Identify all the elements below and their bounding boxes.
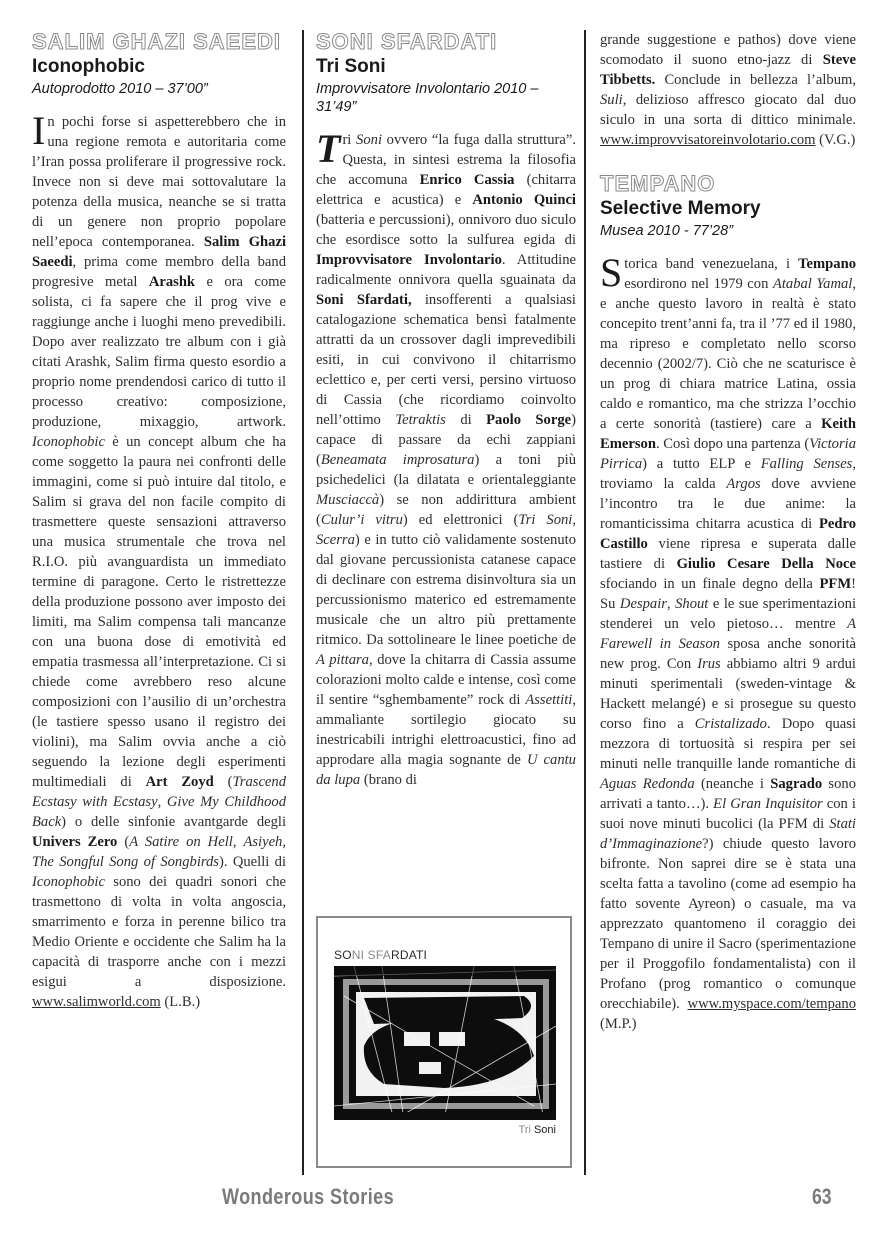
website-link[interactable]: www.salimworld.com — [32, 994, 161, 1010]
review-author: (V.G.) — [819, 132, 856, 148]
cover-artwork-graphic — [334, 966, 556, 1120]
review-soni-sfardati — [316, 30, 576, 790]
website-link[interactable]: www.improvvisatoreinvolotario.com — [600, 132, 816, 148]
band-name: SALIM GHAZI SAEEDI — [32, 29, 282, 54]
album-title: Selective Memory — [600, 198, 761, 219]
review-body — [32, 108, 287, 1012]
cover-album-name: Tri Soni — [518, 1124, 556, 1136]
drop-cap: I — [32, 108, 46, 153]
review-text: n pochi forse si aspetterebbero che in una regione remota e autoritaria come l’Iran possa proliferare il progressive rock. Invece non si deve mai sottovalutare la potenza della musica, neanche se si tratta di un genere non proprio popolare nell’epoca contemporanea. Salim Ghazi Saeedi, prima come membro della band progresive metal Arashk e ora come solista, ci fa sapere che il prog vive e raggiunge anche i luoghi meno prevedibili. Dopo aver realizzato tre album con i già citati Arashk, Salim firma questo esordio a proprio nome prendendosi carico di tutto il processo creativo: composizione, produzione, mixaggio, artwork. Iconophobic è un concept album che ha come soggetto la paura nei confronti delle immagini, come si può intuire dal titolo, e Salim si grava del non facile compito di trasmettere queste sensazioni attraverso una musica strumentale che trova nel R.I.O. più avanguardista un immediato termine di paragone. Certo le ristrettezze della produzione possono aver imposto dei limiti, ma Salim compensa tali mancanze con una buona dose di emotività ed empatia trasmessa all’interpretazione. Ci si chiede come avrebbero reso alcune composizioni con l’ausilio di un’orchestra (le tastiere spesso usano il registro dei violini), ma Salim ovvia anche a ciò seguendo la lezione degli esperimenti multimediali di Art Zoyd (Trascend Ecstasy with Ecstasy, Give My Childhood Back) o delle sinfonie avantgarde degli Univers Zero (A Satire on Hell, Asiyeh, The Songful Song of Songbirds). Quelli di Iconophobic sono dei quadri sonori che trasmettono di volta in volta angoscia, smarrimento e forza in perenne bilico tra Medio Oriente e occidente che Salim ha la capacità di trasporre anche con i mezzi esigui a disposizione. — [32, 114, 287, 990]
review-body — [600, 250, 857, 1034]
column-divider — [302, 30, 304, 1175]
label-and-duration: Musea 2010 - 77’28” — [600, 223, 733, 239]
cover-artwork — [334, 966, 556, 1120]
page-number: 63 — [812, 1184, 832, 1209]
label-and-duration: Autoprodotto 2010 – 37’00” — [32, 81, 208, 97]
album-cover-tri-soni — [316, 916, 572, 1168]
review-text: torica band venezuelana, i Tempano esordirono nel 1979 con Atabal Yamal, e anche questo lavoro in realtà è stato concepito trent’anni fa, tra il ’77 ed il 1980, ma ripreso e completato nello scorso decennio (2002/7). Ciò che ne scaturisce è un prog di chiara matrice Latina, ossia caldo e romantico, ma che strizza l’occhio a certe sonorità (tastiere) care a Keith Emerson. Così dopo una partenza (Victoria Pirrica) a tutto ELP e Falling Senses, troviamo la calda Argos dove avviene l’incontro tra le due anime: la romanticissima chitarra acustica di Pedro Castillo viene ripresa e superata dalle tastiere di Giulio Cesare Della Noce sfociando in un finale degno della PFM! Su Despair, Shout e le sue sperimentazioni stenderei un velo pietoso… mentre A Farewell in Season sposa anche sonorità new prog. Con Irus abbiamo altri 9 ardui minuti sperimentali (sweden-vintage & Hackett melangé) e si prosegue su questo corso fino a Cristalizado. Dopo quasi mezzora di tortuosità si respira per sei minuti nelle tranquille lande romantiche di Aguas Redonda (neanche i Sagrado sono arrivati a tanto…). El Gran Inquisitor con i suoi nove minuti bucolici (la PFM di Stati d’Immaginazione?) chiude questo lavoro bifronte. Non saprei dire se è stata una scelta fatta a tavolino (come ad esempio ha fatto sovente Ayreon) o casuale, ma va apprezzato quantomeno il coraggio dei Tempano di unire il Sacro (sperimentazione per il Proggofilo fondamentalista) con il Profano (prog romantico o comunque orecchiabile). — [600, 256, 857, 1012]
magazine-name: Wonderous Stories — [222, 1184, 395, 1209]
column-divider — [584, 30, 586, 1175]
website-link[interactable]: www.myspace.com/tempano — [687, 996, 856, 1012]
band-name: SONI SFARDATI — [316, 29, 498, 54]
label-and-duration: Improvvisatore Involontario 2010 – 31’49” — [316, 81, 539, 115]
review-author: (L.B.) — [164, 994, 201, 1010]
album-title: Tri Soni — [316, 56, 386, 77]
drop-cap: S — [600, 250, 623, 295]
cover-band-name: SONI SFARDATI — [334, 948, 428, 962]
review-salim-ghazi-saeedi — [32, 30, 286, 1012]
review-text: ri Soni ovvero “la fuga dalla struttura”. Questa, in sintesi estrema la filosofia che accomuna Enrico Cassia (chitarra elettrica e acustica) e Antonio Quinci (batteria e percussioni), onnivoro duo siculo che esordisce sotto la sulfurea egida di Improvvisatore Involontario. Attitudine radicalmente onnivora quella sguainata da Soni Sfardati, insofferenti a qualsiasi catalogazione schematica bensì fatalmente attratti da un crossover dagli imprevedibili esiti, in cui convivono il chitarrismo eclettico e, per certi versi, persino virtuoso di Cassia (che ricordiamo coinvolto nell’ottimo Tetraktis di Paolo Sorge) capace di passare da echi zappiani (Beneamata improsatura) a toni più psichedelici (la dilatata e orientaleggiante Musciaccà) se non addirittura ambient (Culur’i vitru) ed elettronici (Tri Soni, Scerra) e in tutto ciò validamente sostenuto dal giovane percussionista catanese capace di declinare con estrema disinvoltura sia un percussionismo materico ed estremamente musicale che un altro più prettamente ritmico. Da sottolineare le linee poetiche de A pittara, dove la chitarra di Cassia assume colorazioni molto calde e intense, così come il sentire “sghembamente” rock di Assettiti, ammaliante sortilegio giocato su inestricabili intrighi elettroacustici, fino ad approdare alla magia sognante de U cantu da lupa (brano di — [316, 132, 576, 788]
review-text: grande suggestione e pathos) dove viene scomodato il suono etno-jazz di Steve Tibbetts. Conclude in bellezza l’album, Suli, delizioso affresco giocato dal duo siculo in una sorta di dittico minimale. — [600, 32, 856, 128]
review-tempano — [600, 172, 856, 1034]
drop-cap: T — [316, 126, 341, 171]
album-title: Iconophobic — [32, 56, 145, 77]
review-author: (M.P.) — [600, 1016, 637, 1032]
review-body — [316, 126, 576, 790]
band-name: TEMPANO — [600, 171, 716, 196]
review-continuation — [600, 30, 856, 150]
column-three — [600, 30, 856, 1034]
